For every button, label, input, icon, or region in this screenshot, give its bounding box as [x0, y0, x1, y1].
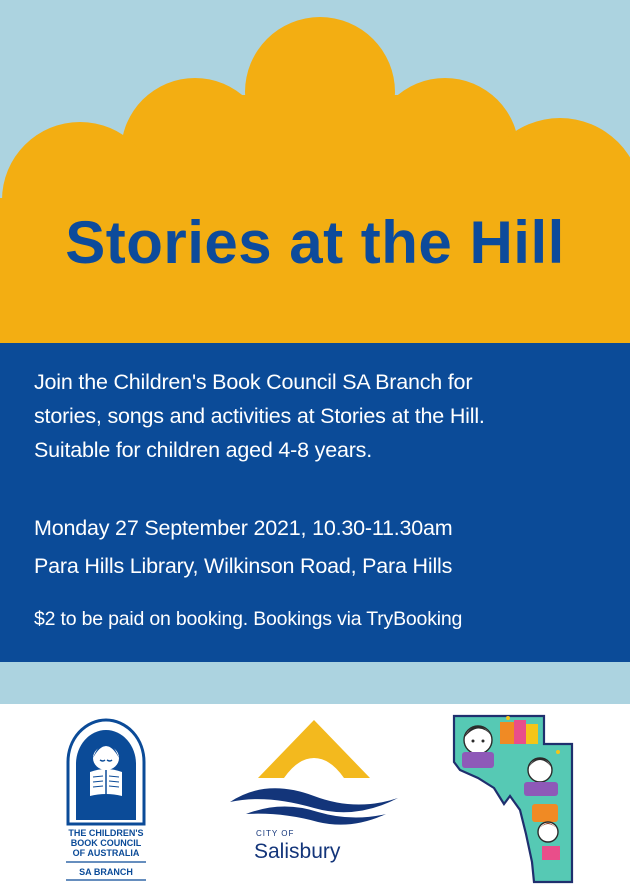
cbca-line-1: THE CHILDREN'S — [68, 828, 144, 838]
info-band — [0, 343, 630, 662]
cbca-line-3: OF AUSTRALIA — [72, 848, 140, 858]
intro-line: Join the Children's Book Council SA Branch for — [34, 370, 473, 394]
cbca-branch: SA BRANCH — [79, 867, 133, 877]
salisbury-city-of: CITY OF — [256, 829, 295, 838]
sponsor-logos — [0, 704, 630, 891]
cbca-logo — [62, 714, 150, 884]
intro-text — [34, 365, 604, 467]
salisbury-logo — [226, 718, 402, 870]
booking-info: $2 to be paid on booking. Bookings via TryBooking — [34, 608, 463, 630]
event-details — [34, 509, 604, 585]
yellow-cloud-shape — [0, 0, 630, 345]
cbca-line-2: BOOK COUNCIL — [70, 838, 142, 848]
intro-line: Suitable for children aged 4-8 years. — [34, 438, 372, 462]
intro-line: stories, songs and activities at Stories at the Hill. — [34, 404, 485, 428]
page-title: Stories at the Hill — [65, 209, 565, 276]
sa-map-illustration — [448, 712, 578, 884]
event-location: Para Hills Library, Wilkinson Road, Para Hills — [34, 554, 453, 578]
event-date-time: Monday 27 September 2021, 10.30-11.30am — [34, 516, 453, 540]
salisbury-name: Salisbury — [254, 840, 341, 863]
